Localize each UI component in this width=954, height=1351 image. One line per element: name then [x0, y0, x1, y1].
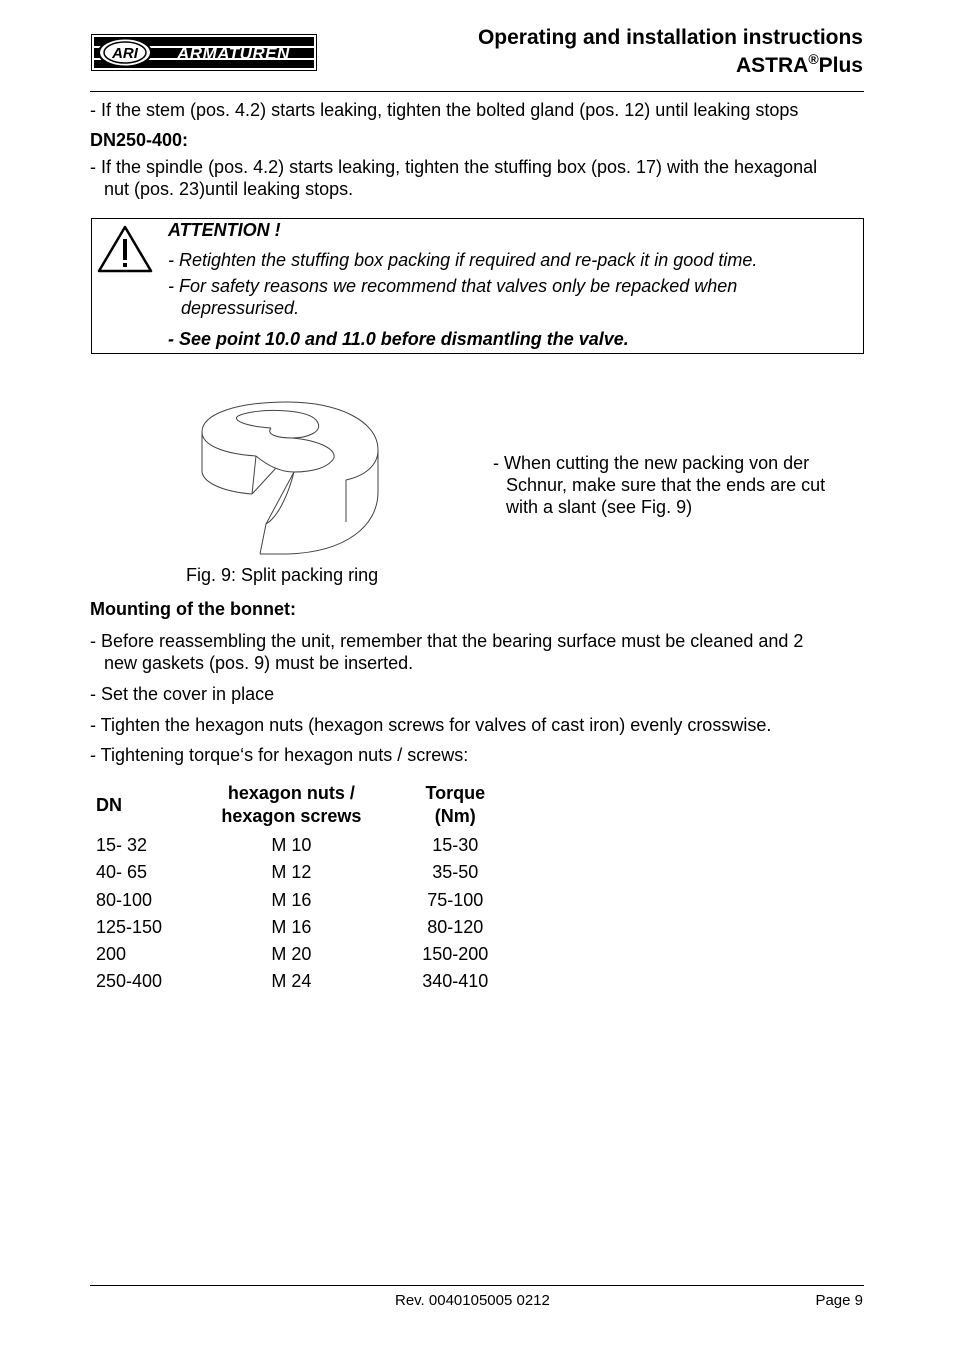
mounting-heading: Mounting of the bonnet: [90, 599, 296, 619]
cell-nut: M 12 [271, 862, 312, 883]
warning-triangle-icon [96, 224, 154, 274]
mounting-item4: - Tightening torque‘s for hexagon nuts / screws: [90, 745, 469, 765]
product-name: ASTRA®Plus [735, 51, 863, 77]
cell-torque: 80-120 [427, 916, 484, 937]
mounting-item2: - Set the cover in place [90, 684, 275, 704]
stem-instruction: - If the stem (pos. 4.2) starts leaking, tighten the bolted gland (pos. 12) until leaking stops [90, 100, 799, 120]
table-row [91, 941, 531, 968]
spindle-instruction-line2: nut (pos. 23)until leaking stops. [104, 179, 354, 199]
attention-line2a: - For safety reasons we recommend that valves only be repacked when [168, 276, 738, 296]
table-row [91, 832, 531, 859]
mounting-item3: - Tighten the hexagon nuts (hexagon screws for valves of cast iron) evenly crosswise. [90, 715, 772, 735]
figure-note-line3: with a slant (see Fig. 9) [506, 497, 693, 517]
attention-line3: - See point 10.0 and 11.0 before dismantling the valve. [168, 329, 629, 349]
cell-torque: 340-410 [422, 971, 489, 992]
attention-line1: - Retighten the stuffing box packing if required and re-pack it in good time. [168, 250, 758, 270]
page-number: Page 9 [815, 1292, 863, 1309]
cell-torque: 35-50 [432, 862, 479, 883]
footer-rule [90, 1285, 864, 1286]
logo-text: ARMATUREN [177, 44, 290, 63]
cell-torque: 150-200 [422, 944, 489, 965]
torque-table-header [91, 782, 531, 832]
torque-table [91, 782, 531, 996]
cell-nut: M 16 [271, 889, 312, 910]
table-row [91, 859, 531, 886]
mounting-item1-line2: new gaskets (pos. 9) must be inserted. [104, 653, 414, 673]
revision-number: Rev. 0040105005 0212 [395, 1292, 550, 1309]
cell-nut: M 10 [271, 835, 312, 855]
figure-caption: Fig. 9: Split packing ring [186, 565, 379, 585]
cell-nut: M 20 [271, 944, 312, 965]
split-packing-ring-illustration [196, 396, 386, 561]
cell-torque: 15-30 [432, 835, 479, 855]
dn-heading: DN250-400: [90, 130, 189, 150]
cell-dn: 125-150 [96, 916, 163, 937]
figure-note-line1: - When cutting the new packing von der [493, 453, 810, 473]
table-row [91, 914, 531, 941]
logo-brand: ARI [112, 45, 138, 62]
cell-dn: 200 [96, 944, 127, 965]
header-hexagon-nuts: hexagon nuts / hexagon screws [221, 783, 362, 826]
cell-dn: 80-100 [96, 889, 153, 910]
spindle-instruction-line1: - If the spindle (pos. 4.2) starts leaking, tighten the stuffing box (pos. 17) with the hexagonal [90, 157, 818, 177]
header-torque: Torque (Nm) [425, 783, 486, 826]
document-title: Operating and installation instructions [477, 26, 863, 49]
cell-dn: 15- 32 [96, 835, 148, 855]
cell-dn: 40- 65 [96, 862, 148, 883]
header-dn: DN [96, 794, 122, 815]
cell-nut: M 16 [271, 916, 312, 937]
table-row [91, 887, 531, 914]
cell-nut: M 24 [271, 971, 312, 992]
figure-note-line2: Schnur, make sure that the ends are cut [506, 475, 826, 495]
attention-title: ATTENTION ! [168, 220, 281, 240]
attention-line2b: depressurised. [181, 298, 300, 318]
cell-torque: 75-100 [427, 889, 484, 910]
ari-armaturen-logo [91, 34, 317, 71]
mounting-item1-line1: - Before reassembling the unit, remember that the bearing surface must be cleaned and 2 [90, 631, 804, 651]
header-rule [90, 91, 864, 92]
cell-dn: 250-400 [96, 971, 163, 992]
table-row [91, 968, 531, 995]
